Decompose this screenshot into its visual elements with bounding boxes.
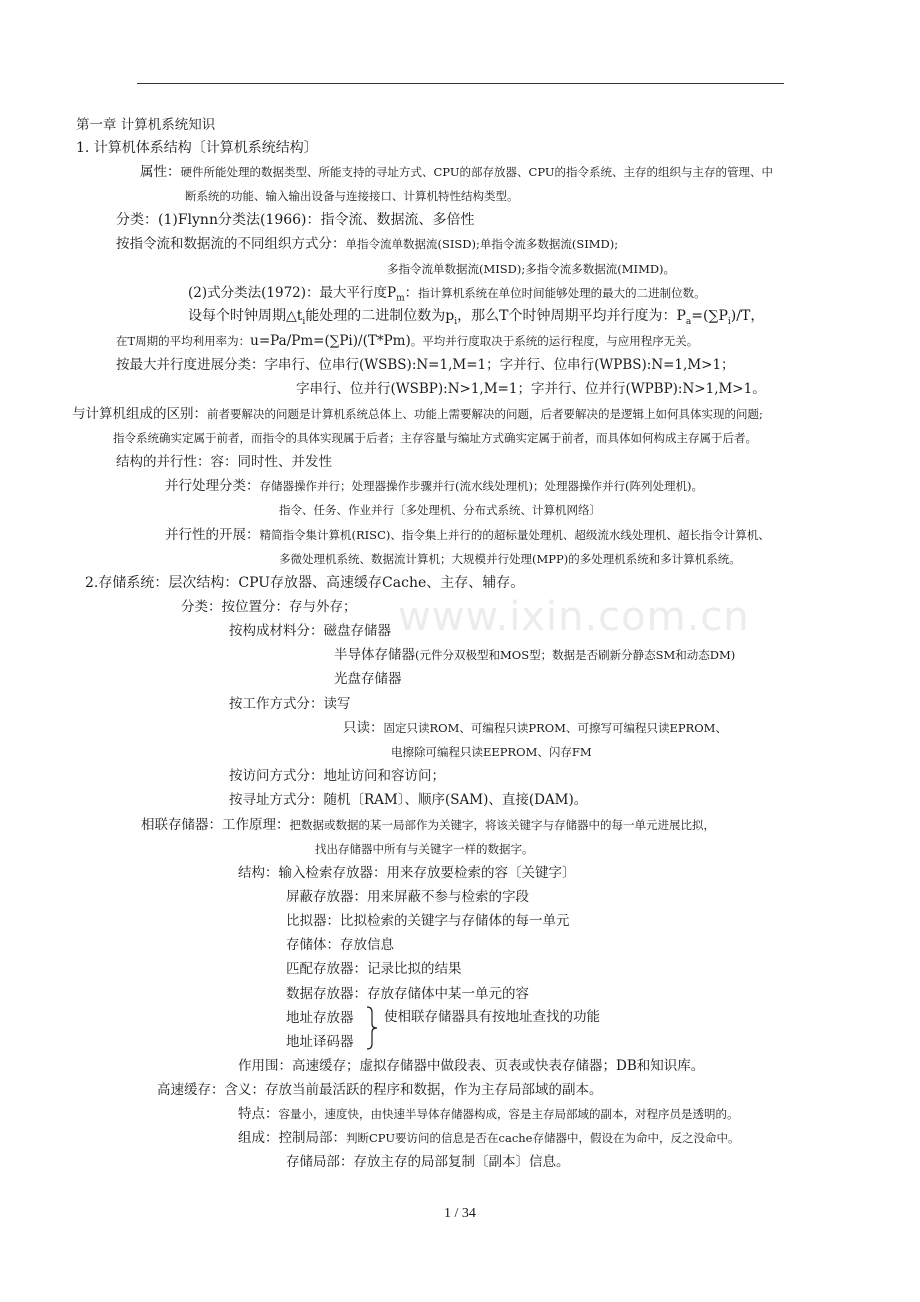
assoc-text-1: 把数据或数据的某一局部作为关键字，将该关键字与存储器中的每一单元进展比拟， (289, 818, 715, 832)
assoc-struct-4: 存储体：存放信息 (286, 937, 394, 953)
header-rule (137, 83, 784, 84)
assume-line (188, 307, 764, 331)
by-addressing-mode: 按寻址方式分：随机〔RAM〕、顺序(SAM)、直接(DAM)。 (229, 792, 588, 808)
semi-label: 半导体存储器 (334, 647, 415, 663)
diff-label: 与计算机组成的区别： (72, 406, 207, 422)
max-par-text-2: 字串行、位并行(WSBP):N>1,M=1；字并行、位并行(WPBP):N>1,M>1。 (296, 381, 766, 397)
par-dev-text-2: 多微处理机系统、数据流计算机；大规模并行处理(MPP)的多处理机系统和多计算机系统。 (279, 552, 741, 566)
comp-text: 判断CPU要访问的信息是否在cache存储器中，假设在为命中，反之没命中。 (346, 1131, 740, 1145)
by-material-label: 按构成材料分： (229, 623, 324, 639)
class-by-location: 分类：按位置分：存与外存； (181, 599, 357, 615)
attr-label: 属性： (140, 164, 181, 180)
brace-text: 使相联存储器具有按地址查找的功能 (384, 1009, 600, 1025)
par-class-line-1 (165, 477, 703, 495)
flynn-class-line: 分类：(1)Flynn分类法(1966)：指令流、数据流、多倍性 (116, 212, 475, 228)
feat-label: 特点： (238, 1106, 279, 1122)
by-org-label: 按指令流和数据流的不同组织方式分： (116, 236, 346, 252)
assume-sub-2: i (454, 316, 458, 327)
par-dev-label: 并行性的开展： (165, 527, 260, 543)
feng-sub: m (396, 293, 405, 304)
comp-label: 组成：控制局部： (238, 1130, 346, 1146)
rom-line-1 (343, 719, 727, 737)
assume-c: ，那么T个时钟周期平均并行度为：P (457, 308, 686, 324)
par-class-text-2: 指令、任务、作业并行〔多处理机、分布式系统、计算机网络〕 (279, 503, 601, 517)
max-par-text-1: 字串行、位串行(WSBS):N=1,M=1；字并行、位串行(WPBS):N=1,M>1； (264, 357, 735, 373)
assoc-struct-7: 地址存放器 (286, 1010, 354, 1026)
semiconductor-line (334, 646, 735, 664)
assume-sub-1: i (302, 316, 306, 327)
page-number: 1 / 34 (444, 1206, 476, 1221)
diff-text-2: 指令系统确实定属于前者，而指令的具体实现属于后者；主存容量与编址方式确实定属于前者，而具体如何构成主存属于后者。 (113, 431, 757, 445)
max-par-line-1 (116, 356, 735, 374)
assoc-struct-1: 结构：输入检索存放器：用来存放要检索的容〔关键字〕 (238, 865, 576, 881)
by-material-line (229, 622, 391, 640)
section-1-heading: 1. 计算机体系结构〔计算机系统结构〕 (76, 140, 318, 156)
assume-b: 能处理的二进制位数为p (305, 308, 455, 324)
assoc-text-2: 找出存储器中所有与关键字一样的数据字。 (315, 842, 534, 856)
rom-text-2: 电擦除可编程只读EEPROM、闪存FM (391, 745, 592, 759)
cache-composition-line (238, 1129, 739, 1147)
feng-text: 指计算机系统在单位时间能够处理的最大的二进制位数。 (418, 286, 706, 300)
util-text-2: 。平均并行度取决于系统的运行程度，与应用程序无关。 (410, 334, 699, 348)
chapter-title: 第一章 计算机系统知识 (76, 117, 216, 133)
assume-sub-3: a (685, 316, 692, 327)
max-par-label: 按最大并行度进展分类： (116, 357, 265, 373)
utilization-line (116, 332, 698, 350)
feng-colon: ： (404, 285, 419, 301)
par-dev-text-1: 精简指令集计算机(RISC)、指令集上并行的的超标量处理机、超级流水线处理机、超长指令计算机、 (259, 528, 770, 542)
util-text-1: 在T周期的平均利用率为： (116, 334, 251, 348)
by-org-text-1: 单指令流单数据流(SISD);单指令流多数据流(SIMD); (345, 237, 619, 251)
rom-label: 只读： (343, 720, 384, 736)
par-dev-line-1 (165, 526, 770, 544)
magnetic-storage: 磁盘存储器 (323, 623, 391, 639)
cache-storage-part: 存储局部：存放主存的局部复制〔副本〕信息。 (286, 1154, 570, 1170)
par-class-label: 并行处理分类： (165, 478, 260, 494)
assoc-struct-8: 地址译码器 (286, 1034, 354, 1050)
by-org-line (116, 235, 618, 253)
attr-text-2: 断系统的功能、输入输出设备与连接接口、计算机特性结构类型。 (185, 189, 519, 203)
par-class-text-1: 存储器操作并行；处理器操作步骤并行(流水线处理机)；处理器操作并行(阵列处理机)。 (259, 479, 703, 493)
by-work-mode: 按工作方式分：读写 (229, 696, 351, 712)
watermark: www.ixin.com.cn (398, 594, 750, 640)
curly-brace-icon (366, 1006, 378, 1050)
assume-d: =(∑P (691, 308, 728, 324)
cache-definition: 高速缓存：含义：存放当前最活跃的程序和数据，作为主存局部域的副本。 (157, 1082, 603, 1098)
feat-text: 容量小，速度快，由快速半导体存储器构成，容是主存局部域的副本，对程序员是透明的。 (278, 1107, 739, 1121)
diff-text-1: 前者要解决的问题是计算机系统总体上、功能上需要解决的问题，后者要解决的是逻辑上如何具体实现的问题; (207, 407, 763, 421)
attr-text-1: 硬件所能处理的数据类型、所能支持的寻址方式、CPU的部存放器、CPU的指令系统、主存的组织与主存的管理、中 (180, 165, 774, 179)
assoc-struct-6: 数据存放器：存放存储体中某一单元的容 (286, 986, 529, 1002)
assume-sub-4: i (727, 316, 731, 327)
by-org-text-2: 多指令流单数据流(MISD);多指令流多数据流(MIMD)。 (387, 262, 676, 276)
feng-label: (2)式分类法(1972)：最大平行度P (188, 285, 397, 301)
semi-text: (元件分双极型和MOS型；数据是否刷新分静态SM和动态DM) (415, 648, 736, 662)
cache-features-line (238, 1105, 739, 1123)
assoc-line-1 (141, 816, 715, 834)
attr-line-1 (140, 163, 773, 181)
struct-parallel: 结构的并行性：容：同时性、并发性 (116, 454, 332, 470)
assoc-usage: 作用围：高速缓存；虚拟存储器中做段表、页表或快表存储器；DB和知识库。 (238, 1058, 705, 1074)
assoc-label: 相联存储器：工作原理： (141, 817, 290, 833)
diff-line-1 (72, 405, 763, 423)
by-access-mode: 按访问方式分：地址访问和容访问； (229, 768, 445, 784)
rom-text-1: 固定只读ROM、可编程只读PROM、可擦写可编程只读EPROM、 (383, 721, 727, 735)
assoc-struct-2: 屏蔽存放器：用来屏蔽不参与检索的字段 (286, 889, 529, 905)
feng-line (188, 284, 706, 308)
section-2-heading: 2.存储系统：层次结构：CPU存放器、高速缓存Cache、主存、辅存。 (85, 575, 525, 591)
assoc-struct-3: 比拟器：比拟检索的关键字与存储体的每一单元 (286, 913, 570, 929)
assoc-struct-5: 匹配存放器：记录比拟的结果 (286, 961, 462, 977)
util-formula: u=Pa/Pm=(∑Pi)/(T*Pm) (250, 333, 411, 349)
assume-a: 设每个时钟周期△t (188, 308, 303, 324)
optical-storage: 光盘存储器 (334, 671, 402, 687)
assume-e: )/T， (730, 308, 765, 324)
